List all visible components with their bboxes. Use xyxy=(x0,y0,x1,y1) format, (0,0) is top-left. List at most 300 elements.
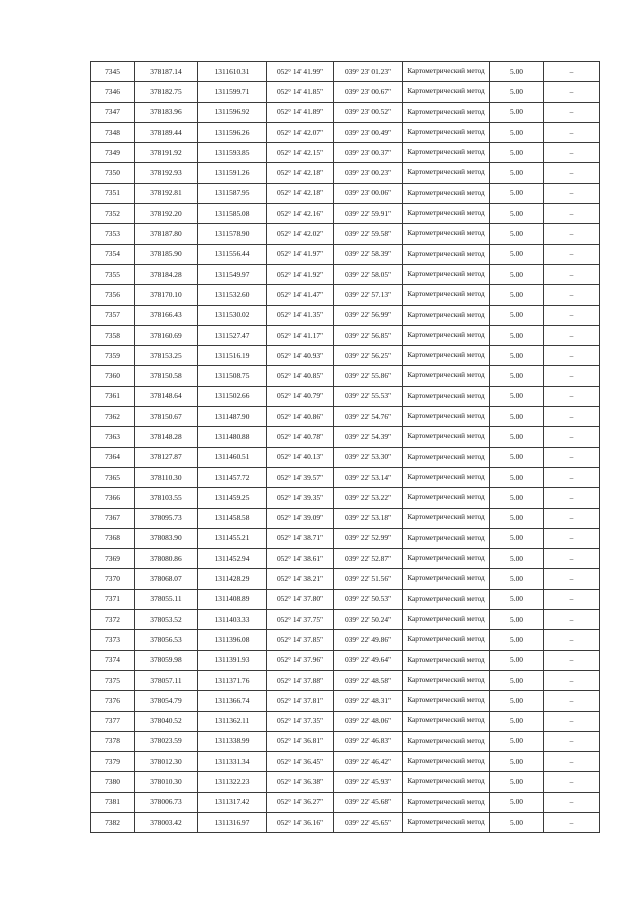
point-number-cell: 7354 xyxy=(91,244,135,264)
note-cell: – xyxy=(544,549,600,569)
latitude-cell: 052° 14' 38.71" xyxy=(267,528,334,548)
note-cell: – xyxy=(544,772,600,792)
x-coordinate-cell: 378153.25 xyxy=(135,346,198,366)
x-coordinate-cell: 378083.90 xyxy=(135,528,198,548)
accuracy-cell: 5.00 xyxy=(490,488,544,508)
method-cell: Картометрический метод xyxy=(403,549,490,569)
method-cell: Картометрический метод xyxy=(403,670,490,690)
longitude-cell: 039° 22' 59.91" xyxy=(334,204,403,224)
method-cell: Картометрический метод xyxy=(403,325,490,345)
longitude-cell: 039° 22' 45.93" xyxy=(334,772,403,792)
longitude-cell: 039° 22' 54.39" xyxy=(334,427,403,447)
table-row xyxy=(91,467,600,487)
note-cell: – xyxy=(544,183,600,203)
longitude-cell: 039° 22' 53.14" xyxy=(334,467,403,487)
accuracy-cell: 5.00 xyxy=(490,62,544,82)
note-cell: – xyxy=(544,143,600,163)
coordinates-table-body xyxy=(91,62,600,833)
x-coordinate-cell: 378010.30 xyxy=(135,772,198,792)
latitude-cell: 052° 14' 36.27" xyxy=(267,792,334,812)
point-number-cell: 7368 xyxy=(91,528,135,548)
method-cell: Картометрический метод xyxy=(403,792,490,812)
y-coordinate-cell: 1311338.99 xyxy=(198,731,267,751)
y-coordinate-cell: 1311366.74 xyxy=(198,691,267,711)
accuracy-cell: 5.00 xyxy=(490,346,544,366)
note-cell: – xyxy=(544,305,600,325)
point-number-cell: 7373 xyxy=(91,630,135,650)
accuracy-cell: 5.00 xyxy=(490,610,544,630)
note-cell: – xyxy=(544,488,600,508)
longitude-cell: 039° 22' 53.18" xyxy=(334,508,403,528)
accuracy-cell: 5.00 xyxy=(490,711,544,731)
y-coordinate-cell: 1311408.89 xyxy=(198,589,267,609)
point-number-cell: 7371 xyxy=(91,589,135,609)
point-number-cell: 7353 xyxy=(91,224,135,244)
note-cell: – xyxy=(544,630,600,650)
longitude-cell: 039° 23' 00.49" xyxy=(334,122,403,142)
method-cell: Картометрический метод xyxy=(403,691,490,711)
point-number-cell: 7378 xyxy=(91,731,135,751)
method-cell: Картометрический метод xyxy=(403,772,490,792)
point-number-cell: 7362 xyxy=(91,407,135,427)
x-coordinate-cell: 378012.30 xyxy=(135,752,198,772)
table-row xyxy=(91,102,600,122)
method-cell: Картометрический метод xyxy=(403,285,490,305)
note-cell: – xyxy=(544,244,600,264)
accuracy-cell: 5.00 xyxy=(490,224,544,244)
x-coordinate-cell: 378057.11 xyxy=(135,670,198,690)
method-cell: Картометрический метод xyxy=(403,224,490,244)
latitude-cell: 052° 14' 39.35" xyxy=(267,488,334,508)
y-coordinate-cell: 1311487.90 xyxy=(198,407,267,427)
x-coordinate-cell: 378189.44 xyxy=(135,122,198,142)
note-cell: – xyxy=(544,224,600,244)
accuracy-cell: 5.00 xyxy=(490,731,544,751)
y-coordinate-cell: 1311508.75 xyxy=(198,366,267,386)
table-row xyxy=(91,447,600,467)
latitude-cell: 052° 14' 41.97" xyxy=(267,244,334,264)
method-cell: Картометрический метод xyxy=(403,204,490,224)
method-cell: Картометрический метод xyxy=(403,264,490,284)
note-cell: – xyxy=(544,366,600,386)
latitude-cell: 052° 14' 37.35" xyxy=(267,711,334,731)
method-cell: Картометрический метод xyxy=(403,630,490,650)
accuracy-cell: 5.00 xyxy=(490,792,544,812)
method-cell: Картометрический метод xyxy=(403,143,490,163)
accuracy-cell: 5.00 xyxy=(490,305,544,325)
accuracy-cell: 5.00 xyxy=(490,102,544,122)
point-number-cell: 7372 xyxy=(91,610,135,630)
longitude-cell: 039° 22' 56.85" xyxy=(334,325,403,345)
x-coordinate-cell: 378103.55 xyxy=(135,488,198,508)
latitude-cell: 052° 14' 40.85" xyxy=(267,366,334,386)
accuracy-cell: 5.00 xyxy=(490,183,544,203)
note-cell: – xyxy=(544,508,600,528)
longitude-cell: 039° 22' 51.56" xyxy=(334,569,403,589)
y-coordinate-cell: 1311502.66 xyxy=(198,386,267,406)
point-number-cell: 7377 xyxy=(91,711,135,731)
accuracy-cell: 5.00 xyxy=(490,752,544,772)
y-coordinate-cell: 1311460.51 xyxy=(198,447,267,467)
y-coordinate-cell: 1311591.26 xyxy=(198,163,267,183)
latitude-cell: 052° 14' 37.75" xyxy=(267,610,334,630)
x-coordinate-cell: 378006.73 xyxy=(135,792,198,812)
note-cell: – xyxy=(544,204,600,224)
accuracy-cell: 5.00 xyxy=(490,467,544,487)
latitude-cell: 052° 14' 37.80" xyxy=(267,589,334,609)
note-cell: – xyxy=(544,670,600,690)
table-row xyxy=(91,630,600,650)
table-row xyxy=(91,752,600,772)
x-coordinate-cell: 378170.10 xyxy=(135,285,198,305)
note-cell: – xyxy=(544,691,600,711)
note-cell: – xyxy=(544,752,600,772)
point-number-cell: 7374 xyxy=(91,650,135,670)
latitude-cell: 052° 14' 36.45" xyxy=(267,752,334,772)
x-coordinate-cell: 378191.92 xyxy=(135,143,198,163)
method-cell: Картометрический метод xyxy=(403,731,490,751)
method-cell: Картометрический метод xyxy=(403,407,490,427)
method-cell: Картометрический метод xyxy=(403,569,490,589)
accuracy-cell: 5.00 xyxy=(490,143,544,163)
table-row xyxy=(91,285,600,305)
x-coordinate-cell: 378148.28 xyxy=(135,427,198,447)
note-cell: – xyxy=(544,610,600,630)
x-coordinate-cell: 378183.96 xyxy=(135,102,198,122)
note-cell: – xyxy=(544,82,600,102)
x-coordinate-cell: 378182.75 xyxy=(135,82,198,102)
note-cell: – xyxy=(544,650,600,670)
point-number-cell: 7347 xyxy=(91,102,135,122)
point-number-cell: 7351 xyxy=(91,183,135,203)
method-cell: Картометрический метод xyxy=(403,366,490,386)
point-number-cell: 7380 xyxy=(91,772,135,792)
method-cell: Картометрический метод xyxy=(403,305,490,325)
longitude-cell: 039° 22' 52.87" xyxy=(334,549,403,569)
coordinates-table xyxy=(90,61,600,833)
method-cell: Картометрический метод xyxy=(403,386,490,406)
latitude-cell: 052° 14' 42.18" xyxy=(267,163,334,183)
table-row xyxy=(91,731,600,751)
latitude-cell: 052° 14' 41.17" xyxy=(267,325,334,345)
x-coordinate-cell: 378080.86 xyxy=(135,549,198,569)
longitude-cell: 039° 23' 01.23" xyxy=(334,62,403,82)
y-coordinate-cell: 1311322.23 xyxy=(198,772,267,792)
x-coordinate-cell: 378095.73 xyxy=(135,508,198,528)
latitude-cell: 052° 14' 41.47" xyxy=(267,285,334,305)
x-coordinate-cell: 378160.69 xyxy=(135,325,198,345)
latitude-cell: 052° 14' 37.85" xyxy=(267,630,334,650)
y-coordinate-cell: 1311371.76 xyxy=(198,670,267,690)
method-cell: Картометрический метод xyxy=(403,752,490,772)
table-row xyxy=(91,670,600,690)
point-number-cell: 7370 xyxy=(91,569,135,589)
note-cell: – xyxy=(544,325,600,345)
table-row xyxy=(91,488,600,508)
accuracy-cell: 5.00 xyxy=(490,82,544,102)
method-cell: Картометрический метод xyxy=(403,467,490,487)
latitude-cell: 052° 14' 37.88" xyxy=(267,670,334,690)
table-row xyxy=(91,346,600,366)
y-coordinate-cell: 1311527.47 xyxy=(198,325,267,345)
longitude-cell: 039° 22' 58.39" xyxy=(334,244,403,264)
note-cell: – xyxy=(544,285,600,305)
accuracy-cell: 5.00 xyxy=(490,427,544,447)
y-coordinate-cell: 1311452.94 xyxy=(198,549,267,569)
latitude-cell: 052° 14' 42.07" xyxy=(267,122,334,142)
x-coordinate-cell: 378192.93 xyxy=(135,163,198,183)
x-coordinate-cell: 378023.59 xyxy=(135,731,198,751)
method-cell: Картометрический метод xyxy=(403,508,490,528)
method-cell: Картометрический метод xyxy=(403,346,490,366)
y-coordinate-cell: 1311593.85 xyxy=(198,143,267,163)
note-cell: – xyxy=(544,122,600,142)
longitude-cell: 039° 23' 00.23" xyxy=(334,163,403,183)
longitude-cell: 039° 23' 00.37" xyxy=(334,143,403,163)
y-coordinate-cell: 1311516.19 xyxy=(198,346,267,366)
accuracy-cell: 5.00 xyxy=(490,264,544,284)
method-cell: Картометрический метод xyxy=(403,650,490,670)
note-cell: – xyxy=(544,731,600,751)
accuracy-cell: 5.00 xyxy=(490,407,544,427)
table-row xyxy=(91,143,600,163)
note-cell: – xyxy=(544,62,600,82)
accuracy-cell: 5.00 xyxy=(490,549,544,569)
table-row xyxy=(91,711,600,731)
latitude-cell: 052° 14' 41.35" xyxy=(267,305,334,325)
table-row xyxy=(91,163,600,183)
x-coordinate-cell: 378059.98 xyxy=(135,650,198,670)
method-cell: Картометрический метод xyxy=(403,610,490,630)
point-number-cell: 7348 xyxy=(91,122,135,142)
x-coordinate-cell: 378187.80 xyxy=(135,224,198,244)
x-coordinate-cell: 378150.67 xyxy=(135,407,198,427)
y-coordinate-cell: 1311480.88 xyxy=(198,427,267,447)
accuracy-cell: 5.00 xyxy=(490,812,544,832)
latitude-cell: 052° 14' 41.99" xyxy=(267,62,334,82)
method-cell: Картометрический метод xyxy=(403,122,490,142)
note-cell: – xyxy=(544,569,600,589)
latitude-cell: 052° 14' 37.81" xyxy=(267,691,334,711)
x-coordinate-cell: 378185.90 xyxy=(135,244,198,264)
note-cell: – xyxy=(544,427,600,447)
longitude-cell: 039° 22' 55.53" xyxy=(334,386,403,406)
accuracy-cell: 5.00 xyxy=(490,528,544,548)
method-cell: Картометрический метод xyxy=(403,427,490,447)
note-cell: – xyxy=(544,264,600,284)
method-cell: Картометрический метод xyxy=(403,102,490,122)
latitude-cell: 052° 14' 42.15" xyxy=(267,143,334,163)
x-coordinate-cell: 378192.81 xyxy=(135,183,198,203)
point-number-cell: 7365 xyxy=(91,467,135,487)
longitude-cell: 039° 22' 49.86" xyxy=(334,630,403,650)
x-coordinate-cell: 378166.43 xyxy=(135,305,198,325)
accuracy-cell: 5.00 xyxy=(490,366,544,386)
accuracy-cell: 5.00 xyxy=(490,447,544,467)
y-coordinate-cell: 1311459.25 xyxy=(198,488,267,508)
longitude-cell: 039° 22' 45.65" xyxy=(334,812,403,832)
longitude-cell: 039° 22' 58.05" xyxy=(334,264,403,284)
longitude-cell: 039° 23' 00.06" xyxy=(334,183,403,203)
accuracy-cell: 5.00 xyxy=(490,285,544,305)
table-row xyxy=(91,183,600,203)
method-cell: Картометрический метод xyxy=(403,163,490,183)
longitude-cell: 039° 22' 54.76" xyxy=(334,407,403,427)
accuracy-cell: 5.00 xyxy=(490,163,544,183)
table-row xyxy=(91,589,600,609)
accuracy-cell: 5.00 xyxy=(490,508,544,528)
latitude-cell: 052° 14' 39.09" xyxy=(267,508,334,528)
table-row xyxy=(91,305,600,325)
note-cell: – xyxy=(544,467,600,487)
x-coordinate-cell: 378040.52 xyxy=(135,711,198,731)
y-coordinate-cell: 1311428.29 xyxy=(198,569,267,589)
longitude-cell: 039° 22' 48.06" xyxy=(334,711,403,731)
y-coordinate-cell: 1311596.26 xyxy=(198,122,267,142)
longitude-cell: 039° 22' 59.58" xyxy=(334,224,403,244)
y-coordinate-cell: 1311610.31 xyxy=(198,62,267,82)
table-row xyxy=(91,812,600,832)
x-coordinate-cell: 378068.07 xyxy=(135,569,198,589)
method-cell: Картометрический метод xyxy=(403,62,490,82)
point-number-cell: 7358 xyxy=(91,325,135,345)
y-coordinate-cell: 1311578.90 xyxy=(198,224,267,244)
table-row xyxy=(91,407,600,427)
x-coordinate-cell: 378003.42 xyxy=(135,812,198,832)
x-coordinate-cell: 378054.79 xyxy=(135,691,198,711)
y-coordinate-cell: 1311455.21 xyxy=(198,528,267,548)
latitude-cell: 052° 14' 40.78" xyxy=(267,427,334,447)
y-coordinate-cell: 1311599.71 xyxy=(198,82,267,102)
method-cell: Картометрический метод xyxy=(403,812,490,832)
table-row xyxy=(91,204,600,224)
latitude-cell: 052° 14' 40.86" xyxy=(267,407,334,427)
longitude-cell: 039° 22' 50.24" xyxy=(334,610,403,630)
table-row xyxy=(91,264,600,284)
longitude-cell: 039° 22' 57.13" xyxy=(334,285,403,305)
point-number-cell: 7382 xyxy=(91,812,135,832)
table-row xyxy=(91,244,600,264)
latitude-cell: 052° 14' 42.18" xyxy=(267,183,334,203)
latitude-cell: 052° 14' 36.81" xyxy=(267,731,334,751)
y-coordinate-cell: 1311391.93 xyxy=(198,650,267,670)
method-cell: Картометрический метод xyxy=(403,82,490,102)
accuracy-cell: 5.00 xyxy=(490,244,544,264)
accuracy-cell: 5.00 xyxy=(490,386,544,406)
y-coordinate-cell: 1311549.97 xyxy=(198,264,267,284)
note-cell: – xyxy=(544,407,600,427)
latitude-cell: 052° 14' 40.79" xyxy=(267,386,334,406)
table-row xyxy=(91,62,600,82)
table-row xyxy=(91,792,600,812)
longitude-cell: 039° 22' 48.58" xyxy=(334,670,403,690)
point-number-cell: 7350 xyxy=(91,163,135,183)
y-coordinate-cell: 1311458.58 xyxy=(198,508,267,528)
method-cell: Картометрический метод xyxy=(403,528,490,548)
point-number-cell: 7381 xyxy=(91,792,135,812)
longitude-cell: 039° 22' 53.22" xyxy=(334,488,403,508)
latitude-cell: 052° 14' 39.57" xyxy=(267,467,334,487)
note-cell: – xyxy=(544,528,600,548)
accuracy-cell: 5.00 xyxy=(490,691,544,711)
point-number-cell: 7363 xyxy=(91,427,135,447)
note-cell: – xyxy=(544,589,600,609)
note-cell: – xyxy=(544,102,600,122)
table-row xyxy=(91,691,600,711)
longitude-cell: 039° 22' 46.83" xyxy=(334,731,403,751)
longitude-cell: 039° 22' 56.25" xyxy=(334,346,403,366)
latitude-cell: 052° 14' 42.16" xyxy=(267,204,334,224)
table-row xyxy=(91,325,600,345)
y-coordinate-cell: 1311532.60 xyxy=(198,285,267,305)
y-coordinate-cell: 1311596.92 xyxy=(198,102,267,122)
point-number-cell: 7366 xyxy=(91,488,135,508)
point-number-cell: 7356 xyxy=(91,285,135,305)
longitude-cell: 039° 22' 50.53" xyxy=(334,589,403,609)
table-row xyxy=(91,224,600,244)
point-number-cell: 7379 xyxy=(91,752,135,772)
accuracy-cell: 5.00 xyxy=(490,204,544,224)
table-row xyxy=(91,772,600,792)
table-row xyxy=(91,386,600,406)
method-cell: Картометрический метод xyxy=(403,711,490,731)
longitude-cell: 039° 23' 00.67" xyxy=(334,82,403,102)
note-cell: – xyxy=(544,447,600,467)
method-cell: Картометрический метод xyxy=(403,488,490,508)
y-coordinate-cell: 1311403.33 xyxy=(198,610,267,630)
note-cell: – xyxy=(544,792,600,812)
note-cell: – xyxy=(544,163,600,183)
note-cell: – xyxy=(544,346,600,366)
latitude-cell: 052° 14' 41.89" xyxy=(267,102,334,122)
point-number-cell: 7359 xyxy=(91,346,135,366)
y-coordinate-cell: 1311556.44 xyxy=(198,244,267,264)
note-cell: – xyxy=(544,386,600,406)
point-number-cell: 7367 xyxy=(91,508,135,528)
x-coordinate-cell: 378192.20 xyxy=(135,204,198,224)
point-number-cell: 7375 xyxy=(91,670,135,690)
accuracy-cell: 5.00 xyxy=(490,569,544,589)
latitude-cell: 052° 14' 41.92" xyxy=(267,264,334,284)
table-row xyxy=(91,569,600,589)
longitude-cell: 039° 22' 52.99" xyxy=(334,528,403,548)
point-number-cell: 7355 xyxy=(91,264,135,284)
accuracy-cell: 5.00 xyxy=(490,650,544,670)
x-coordinate-cell: 378150.58 xyxy=(135,366,198,386)
latitude-cell: 052° 14' 40.13" xyxy=(267,447,334,467)
x-coordinate-cell: 378053.52 xyxy=(135,610,198,630)
longitude-cell: 039° 22' 56.99" xyxy=(334,305,403,325)
accuracy-cell: 5.00 xyxy=(490,772,544,792)
latitude-cell: 052° 14' 38.61" xyxy=(267,549,334,569)
point-number-cell: 7360 xyxy=(91,366,135,386)
x-coordinate-cell: 378184.28 xyxy=(135,264,198,284)
point-number-cell: 7369 xyxy=(91,549,135,569)
note-cell: – xyxy=(544,711,600,731)
y-coordinate-cell: 1311530.02 xyxy=(198,305,267,325)
latitude-cell: 052° 14' 37.96" xyxy=(267,650,334,670)
method-cell: Картометрический метод xyxy=(403,589,490,609)
latitude-cell: 052° 14' 42.02" xyxy=(267,224,334,244)
longitude-cell: 039° 22' 53.30" xyxy=(334,447,403,467)
y-coordinate-cell: 1311331.34 xyxy=(198,752,267,772)
y-coordinate-cell: 1311316.97 xyxy=(198,812,267,832)
longitude-cell: 039° 22' 49.64" xyxy=(334,650,403,670)
latitude-cell: 052° 14' 40.93" xyxy=(267,346,334,366)
point-number-cell: 7352 xyxy=(91,204,135,224)
point-number-cell: 7361 xyxy=(91,386,135,406)
table-row xyxy=(91,366,600,386)
